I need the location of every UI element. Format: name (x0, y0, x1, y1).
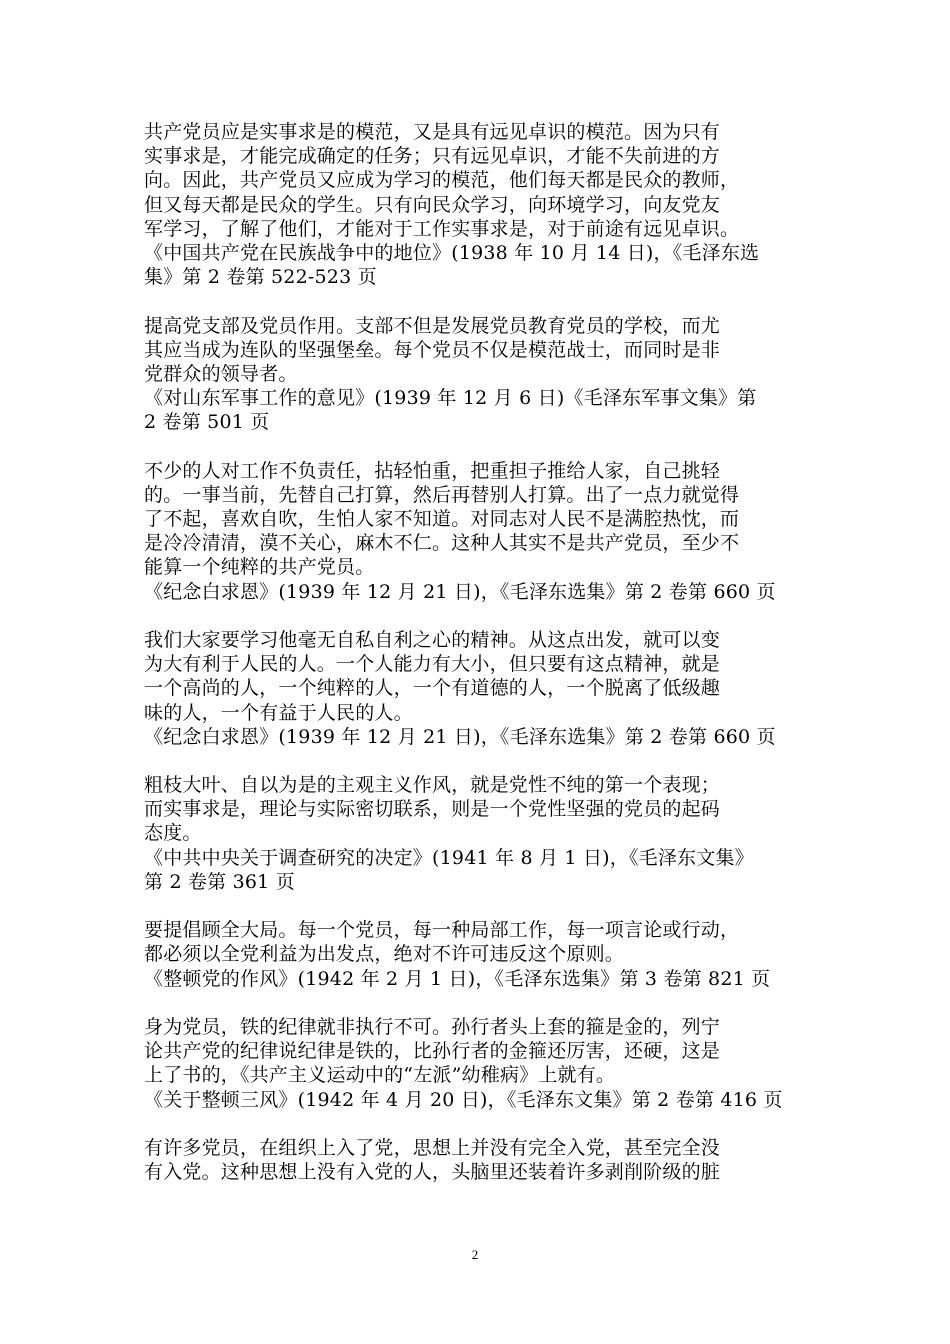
quote-line: 军学习，了解了他们，才能对于工作实事求是，对于前途有远见卓识。 (144, 217, 740, 240)
quote-line: 向。因此，共产党员又应成为学习的模范，他们每天都是民众的教师， (144, 169, 740, 192)
quote-line: 的。一事当前，先替自己打算，然后再替别人打算。出了一点力就觉得 (144, 483, 740, 506)
paragraph-spacer (144, 749, 808, 773)
quote-line: 实事求是，才能完成确定的任务；只有远见卓识，才能不失前进的方 (144, 145, 721, 168)
quote-entry (144, 314, 808, 435)
quote-line: 味的人，一个有益于人民的人。 (144, 701, 413, 724)
quote-line: 一个高尚的人，一个纯粹的人，一个有道德的人，一个脱离了低级趣 (144, 677, 721, 700)
citation-line: 集》第 2 卷第 522-523 页 (144, 266, 377, 289)
quote-line: 有入党。这种思想上没有入党的人，头脑里还装着许多剥削阶级的脏 (144, 1161, 721, 1184)
quote-line: 其应当成为连队的坚强堡垒。每个党员不仅是模范战士，而同时是非 (144, 338, 721, 361)
citation-line: 《中国共产党在民族战争中的地位》(1938 年 10 月 14 日)，《毛泽东选 (144, 241, 760, 264)
quote-line: 提高党支部及党员作用。支部不但是发展党员教育党员的学校，而尤 (144, 314, 721, 337)
citation-line: 《中共中央关于调查研究的决定》(1941 年 8 月 1 日)，《毛泽东文集》 (144, 846, 754, 869)
quote-line: 为大有利于人民的人。一个人能力有大小，但只要有这点精神，就是 (144, 653, 721, 676)
quote-line: 共产党员应是实事求是的模范，又是具有远见卓识的模范。因为只有 (144, 121, 721, 143)
quote-entry (144, 1136, 808, 1184)
quote-line: 了不起，喜欢自吹，生怕人家不知道。对同志对人民不是满腔热忱，而 (144, 508, 740, 530)
citation-line: 《纪念白求恩》(1939 年 12 月 21 日)，《毛泽东选集》第 2 卷第 660 页 (144, 725, 776, 748)
quote-line: 态度。 (144, 822, 202, 845)
quote-line: 我们大家要学习他毫无自私自利之心的精神。从这点出发，就可以变 (144, 628, 721, 651)
citation-line: 《纪念白求恩》(1939 年 12 月 21 日)，《毛泽东选集》第 2 卷第 660 页 (144, 580, 776, 603)
paragraph-spacer (144, 604, 808, 628)
quote-line: 但又每天都是民众的学生。只有向民众学习，向环境学习，向友党友 (144, 193, 721, 216)
citation-line: 2 卷第 501 页 (144, 411, 270, 434)
quote-entry (144, 773, 808, 894)
quote-line: 身为党员，铁的纪律就非执行不可。孙行者头上套的箍是金的，列宁 (144, 1015, 721, 1038)
quote-line: 上了书的，《共产主义运动中的“左派”幼稚病》上就有。 (144, 1064, 616, 1087)
quote-entry (144, 628, 808, 749)
paragraph-spacer (144, 434, 808, 458)
paragraph-spacer (144, 894, 808, 918)
page-number: 2 (471, 1247, 479, 1262)
quote-entry (144, 120, 808, 289)
quote-line: 论共产党的纪律说纪律是铁的，比孙行者的金箍还厉害，还硬，这是 (144, 1040, 721, 1063)
quote-entry (144, 459, 808, 604)
quote-line: 粗枝大叶、自以为是的主观主义作风，就是党性不纯的第一个表现； (144, 774, 721, 797)
paragraph-spacer (144, 991, 808, 1015)
paragraph-spacer (144, 289, 808, 313)
quote-line: 要提倡顾全大局。每一个党员，每一种局部工作，每一项言论或行动， (144, 919, 740, 942)
quote-entry (144, 1015, 808, 1112)
quote-line: 而实事求是，理论与实际密切联系，则是一个党性坚强的党员的起码 (144, 798, 721, 821)
quote-line: 能算一个纯粹的共产党员。 (144, 556, 375, 579)
quote-line: 是冷冷清清，漠不关心，麻木不仁。这种人其实不是共产党员，至少不 (144, 532, 740, 555)
citation-line: 《对山东军事工作的意见》(1939 年 12 月 6 日)《毛泽东军事文集》第 (144, 387, 757, 410)
citation-line: 第 2 卷第 361 页 (144, 870, 295, 893)
citation-line: 《关于整顿三风》(1942 年 4 月 20 日)，《毛泽东文集》第 2 卷第 416 页 (144, 1088, 783, 1111)
quote-line: 都必须以全党利益为出发点，绝对不许可违反这个原则。 (144, 943, 625, 966)
quote-line: 不少的人对工作不负责任，拈轻怕重，把重担子推给人家，自己挑轻 (144, 459, 721, 482)
paragraph-spacer (144, 1112, 808, 1136)
quote-line: 党群众的领导者。 (144, 362, 298, 385)
citation-line: 《整顿党的作风》(1942 年 2 月 1 日)，《毛泽东选集》第 3 卷第 821 页 (144, 967, 771, 990)
document-body (144, 120, 808, 1184)
quote-line: 有许多党员，在组织上入了党，思想上并没有完全入党，甚至完全没 (144, 1136, 721, 1159)
quote-entry (144, 918, 808, 991)
